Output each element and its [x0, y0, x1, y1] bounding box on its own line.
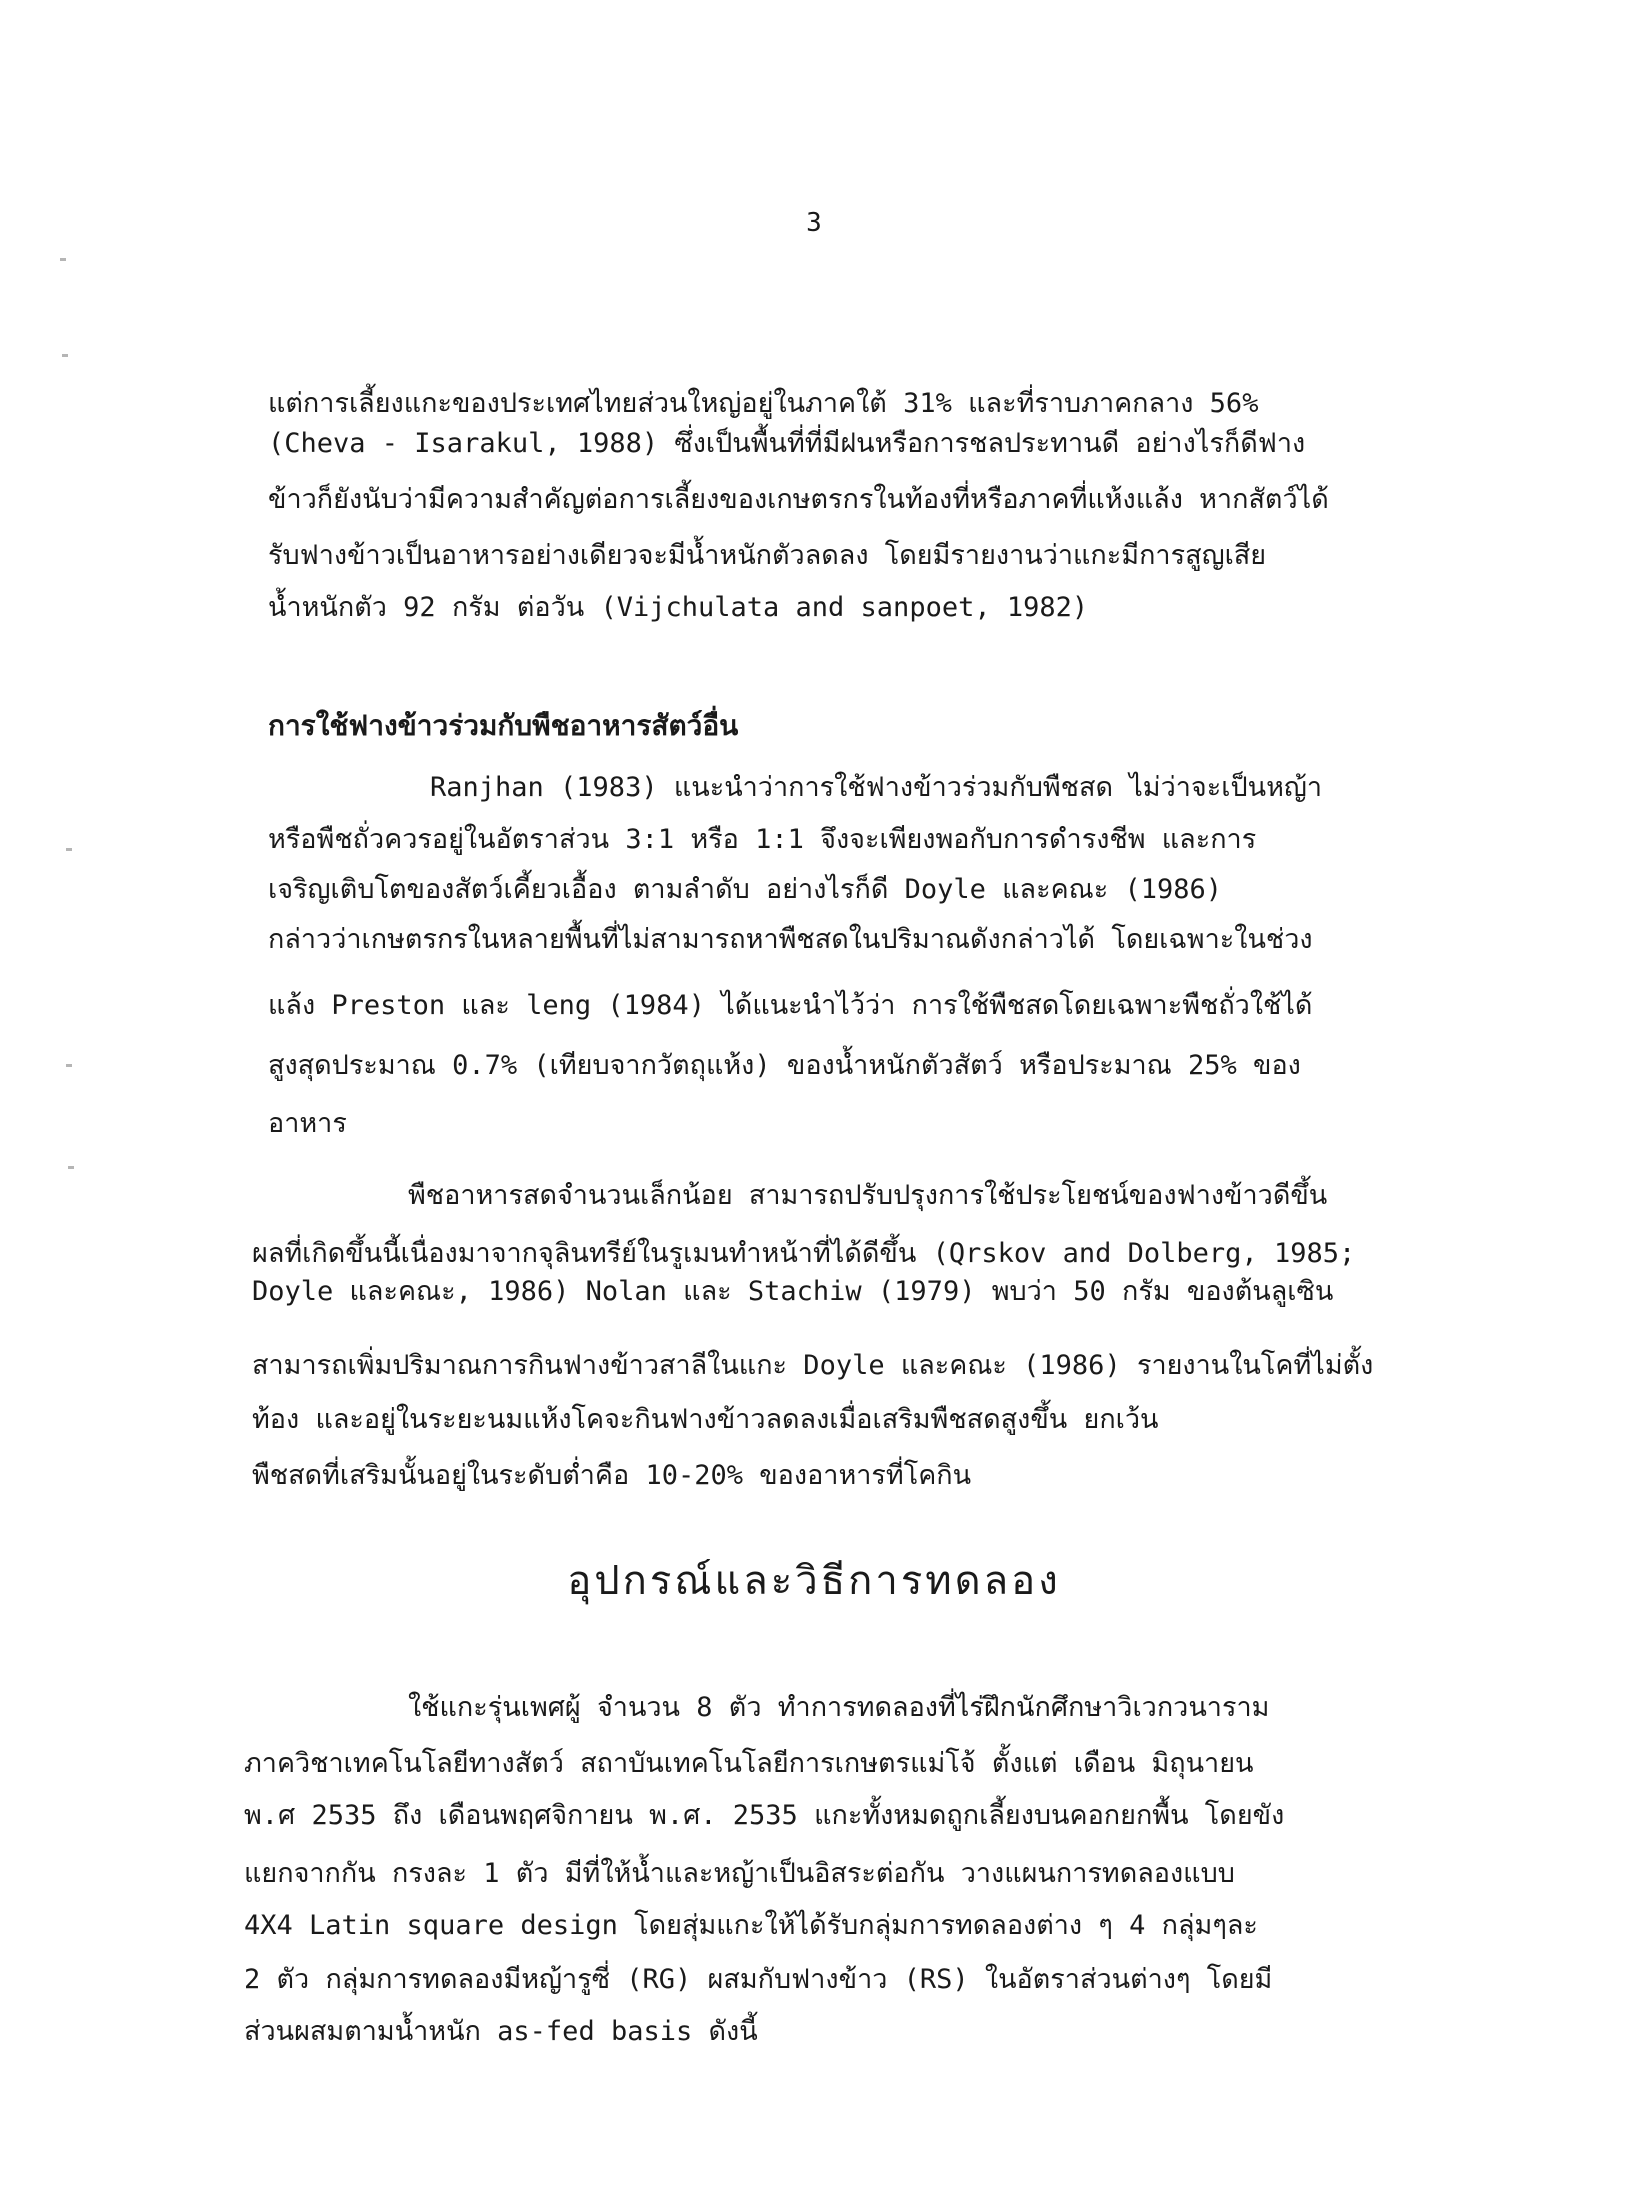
text-line: ใช้แกะรุ่นเพศผู้ จำนวน 8 ตัว ทำการทดลองที่ไร่ฝึกนักศึกษาวิเวกวนาราม [408, 1692, 1270, 1723]
text-line: แล้ง Preston และ leng (1984) ได้แนะนำไว้ว่า การใช้พืชสดโดยเฉพาะพืชถั่วใช้ได้ [268, 990, 1313, 1021]
scan-mark [60, 258, 66, 261]
text-line: พ.ศ 2535 ถึง เดือนพฤศจิกายน พ.ศ. 2535 แกะทั้งหมดถูกเลี้ยงบนคอกยกพื้น โดยขัง [244, 1800, 1285, 1831]
text-line: ข้าวก็ยังนับว่ามีความสำคัญต่อการเลี้ยงของเกษตรกรในท้องที่หรือภาคที่แห้งแล้ง หากสัตว์ได้ [268, 484, 1329, 515]
text-line: พืชสดที่เสริมนั้นอยู่ในระดับต่ำคือ 10-20% ของอาหารที่โคกิน [252, 1460, 972, 1491]
text-line: 2 ตัว กลุ่มการทดลองมีหญ้ารูซี่ (RG) ผสมกับฟางข้าว (RS) ในอัตราส่วนต่างๆ โดยมี [244, 1964, 1273, 1995]
page-number: 3 [806, 208, 822, 238]
text-line: หรือพืชถั่วควรอยู่ในอัตราส่วน 3:1 หรือ 1:1 จึงจะเพียงพอกับการดำรงชีพ และการ [268, 824, 1257, 855]
text-line: พืชอาหารสดจำนวนเล็กน้อย สามารถปรับปรุงการใช้ประโยชน์ของฟางข้าวดีขึ้น [408, 1180, 1328, 1211]
text-line: สูงสุดประมาณ 0.7% (เทียบจากวัตถุแห้ง) ของน้ำหนักตัวสัตว์ หรือประมาณ 25% ของ [268, 1050, 1301, 1081]
text-line: รับฟางข้าวเป็นอาหารอย่างเดียวจะมีน้ำหนักตัวลดลง โดยมีรายงานว่าแกะมีการสูญเสีย [268, 540, 1267, 571]
text-line: กล่าวว่าเกษตรกรในหลายพื้นที่ไม่สามารถหาพืชสดในปริมาณดังกล่าวได้ โดยเฉพาะในช่วง [268, 924, 1313, 955]
text-line: ภาควิชาเทคโนโลยีทางสัตว์ สถาบันเทคโนโลยีการเกษตรแม่โจ้ ตั้งแต่ เดือน มิถุนายน [244, 1748, 1254, 1779]
section-heading: การใช้ฟางข้าวร่วมกับพืชอาหารสัตว์อื่น [268, 709, 739, 742]
scan-mark [66, 1064, 72, 1067]
text-line: (Cheva - Isarakul, 1988) ซึ่งเป็นพื้นที่ที่มีฝนหรือการชลประทานดี อย่างไรก็ดีฟาง [268, 428, 1306, 459]
text-line: ผลที่เกิดขึ้นนี้เนื่องมาจากจุลินทรีย์ในรูเมนทำหน้าที่ได้ดีขึ้น (Qrskov and Dolberg, 1985; [252, 1238, 1356, 1269]
text-line: สามารถเพิ่มปริมาณการกินฟางข้าวสาลีในแกะ Doyle และคณะ (1986) รายงานในโคที่ไม่ตั้ง [252, 1350, 1374, 1381]
text-line: อาหาร [268, 1108, 347, 1139]
text-line: Doyle และคณะ, 1986) Nolan และ Stachiw (1979) พบว่า 50 กรัม ของต้นลูเซิน [252, 1276, 1334, 1307]
text-line: น้ำหนักตัว 92 กรัม ต่อวัน (Vijchulata and sanpoet, 1982) [268, 592, 1089, 623]
scan-mark [62, 354, 68, 357]
text-line: เจริญเติบโตของสัตว์เคี้ยวเอื้อง ตามลำดับ อย่างไรก็ดี Doyle และคณะ (1986) [268, 874, 1223, 905]
text-line: แยกจากกัน กรงละ 1 ตัว มีที่ให้น้ำและหญ้าเป็นอิสระต่อกัน วางแผนการทดลองแบบ [244, 1858, 1235, 1889]
text-line: 4X4 Latin square design โดยสุ่มแกะให้ได้รับกลุ่มการทดลองต่าง ๆ 4 กลุ่มๆละ [244, 1910, 1258, 1941]
text-line: ส่วนผสมตามน้ำหนัก as-fed basis ดังนี้ [244, 2016, 758, 2047]
text-line: Ranjhan (1983) แนะนำว่าการใช้ฟางข้าวร่วมกับพืชสด ไม่ว่าจะเป็นหญ้า [430, 772, 1323, 803]
text-line: ท้อง และอยู่ในระยะนมแห้งโคจะกินฟางข้าวลดลงเมื่อเสริมพืชสดสูงขึ้น ยกเว้น [252, 1404, 1159, 1435]
scan-mark [68, 1166, 74, 1169]
scan-mark [66, 848, 72, 851]
text-line: แต่การเลี้ยงแกะของประเทศไทยส่วนใหญ่อยู่ในภาคใต้ 31% และที่ราบภาคกลาง 56% [268, 388, 1259, 419]
section-title: อุปกรณ์และวิธีการทดลอง [567, 1558, 1061, 1604]
